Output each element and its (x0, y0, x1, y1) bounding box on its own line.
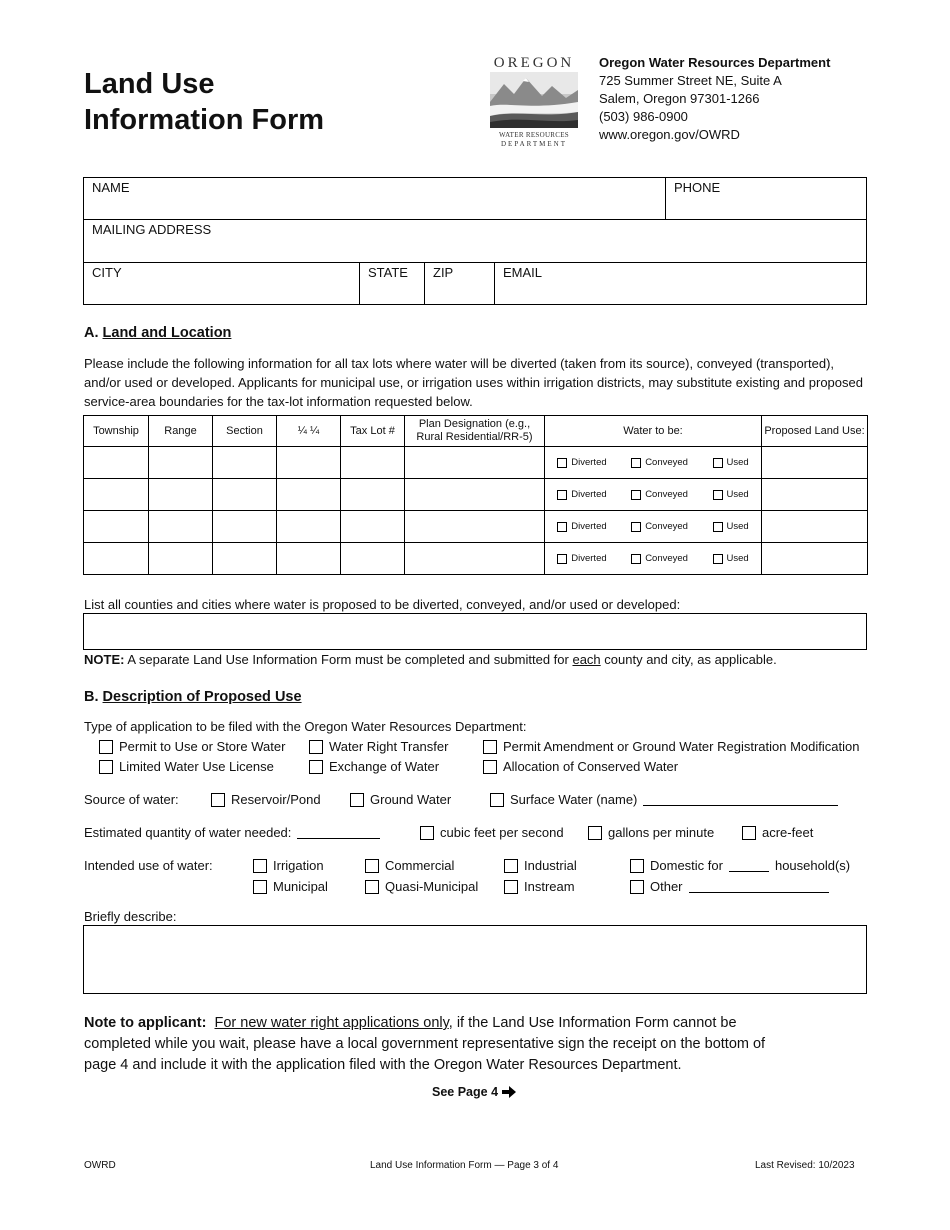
quarter-cell[interactable] (277, 479, 341, 511)
describe-input-box[interactable] (83, 925, 867, 994)
water-to-be-cell: Diverted Conveyed Used (545, 447, 762, 479)
use-municipal: Municipal (253, 879, 328, 894)
app-type-amendment: Permit Amendment or Ground Water Registration Modification (483, 739, 859, 754)
proposed-land-use-cell[interactable] (762, 479, 868, 511)
township-cell[interactable] (84, 447, 149, 479)
water-to-be-cell: Diverted Conveyed Used (545, 543, 762, 575)
domestic-checkbox[interactable] (630, 859, 644, 873)
irrigation-checkbox[interactable] (253, 859, 267, 873)
tax-lot-cell[interactable] (341, 479, 405, 511)
title-line-1: Land Use (84, 68, 215, 100)
use-other: Other (630, 879, 829, 894)
note-line-1: Note to applicant: For new water right applications only, if the Land Use Information Form cannot be (84, 1015, 737, 1031)
title-line-2: Information Form (84, 104, 325, 136)
phone-field[interactable]: PHONE (666, 178, 866, 220)
used-checkbox[interactable] (713, 554, 723, 564)
other-use-line[interactable] (689, 881, 829, 893)
township-cell[interactable] (84, 543, 149, 575)
counties-prompt: List all counties and cities where water is proposed to be diverted, conveyed, and/or used or developed: (84, 597, 681, 612)
col-proposed-land-use: Proposed Land Use: (762, 416, 868, 447)
quarter-cell[interactable] (277, 543, 341, 575)
water-to-be-cell: Diverted Conveyed Used (545, 511, 762, 543)
note-line-3: page 4 and include it with the application filed with the Oregon Water Resources Department. (84, 1057, 682, 1073)
zip-field[interactable]: ZIP (425, 263, 495, 304)
contact-info-table (83, 177, 867, 305)
agency-phone: (503) 986-0900 (599, 109, 688, 124)
see-page-link[interactable] (432, 1085, 516, 1099)
section-cell[interactable] (213, 511, 277, 543)
section-cell[interactable] (213, 447, 277, 479)
source-ground-water: Ground Water (350, 792, 451, 807)
diverted-checkbox[interactable] (557, 554, 567, 564)
app-type-transfer: Water Right Transfer (309, 739, 448, 754)
use-irrigation: Irrigation (253, 858, 324, 873)
quarter-cell[interactable] (277, 447, 341, 479)
source-label: Source of water: (84, 792, 179, 807)
logo-department-text: DEPARTMENT (501, 140, 567, 148)
gpm-checkbox[interactable] (588, 826, 602, 840)
col-tax-lot: Tax Lot # (341, 416, 405, 447)
table-row (84, 479, 868, 511)
diverted-checkbox[interactable] (557, 490, 567, 500)
describe-label: Briefly describe: (84, 909, 177, 924)
surface-water-checkbox[interactable] (490, 793, 504, 807)
plan-designation-cell[interactable] (405, 447, 545, 479)
plan-designation-cell[interactable] (405, 479, 545, 511)
used-checkbox[interactable] (713, 522, 723, 532)
reservoir-checkbox[interactable] (211, 793, 225, 807)
quarter-cell[interactable] (277, 511, 341, 543)
unit-cfs: cubic feet per second (420, 825, 564, 840)
proposed-land-use-cell[interactable] (762, 511, 868, 543)
cfs-checkbox[interactable] (420, 826, 434, 840)
app-type-permit: Permit to Use or Store Water (99, 739, 285, 754)
mountain-landscape-icon (490, 72, 578, 128)
agency-name: Oregon Water Resources Department (599, 55, 831, 70)
use-instream: Instream (504, 879, 575, 894)
instream-checkbox[interactable] (504, 880, 518, 894)
source-surface-water: Surface Water (name) (490, 792, 838, 807)
use-quasi-municipal: Quasi-Municipal (365, 879, 478, 894)
see-page-text: See Page 4 (432, 1085, 499, 1099)
section-a-heading: A. Land and Location (84, 325, 232, 341)
section-cell[interactable] (213, 543, 277, 575)
plan-designation-cell[interactable] (405, 543, 545, 575)
municipal-checkbox[interactable] (253, 880, 267, 894)
oregon-logo (488, 55, 580, 148)
proposed-land-use-cell[interactable] (762, 447, 868, 479)
used-checkbox[interactable] (713, 458, 723, 468)
proposed-land-use-cell[interactable] (762, 543, 868, 575)
logo-water-resources-text: WATER RESOURCES (498, 131, 570, 139)
agency-contact (599, 54, 830, 144)
township-cell[interactable] (84, 479, 149, 511)
section-a-intro: Please include the following information for all tax lots where water will be diverted (taken from its source), conveyed (transported), and/or used or developed. Applicants for municipal use, or irrigation uses within irrigation districts, may substitute existing and proposed service-area boundaries for the tax-lot information requested below. (84, 356, 863, 409)
transfer-checkbox[interactable] (309, 740, 323, 754)
surface-water-name-line[interactable] (643, 794, 838, 806)
used-checkbox[interactable] (713, 490, 723, 500)
water-to-be-cell: Diverted Conveyed Used (545, 479, 762, 511)
use-commercial: Commercial (365, 858, 454, 873)
township-cell[interactable] (84, 511, 149, 543)
footer-right: Last Revised: 10/2023 (755, 1160, 855, 1171)
agency-website[interactable]: www.oregon.gov/OWRD (599, 127, 740, 142)
quantity-input-line[interactable] (297, 827, 380, 839)
app-type-prompt: Type of application to be filed with the Oregon Water Resources Department: (84, 719, 527, 734)
col-water-to-be: Water to be: (545, 416, 762, 447)
households-count-line[interactable] (729, 860, 769, 872)
table-row (84, 511, 868, 543)
range-cell[interactable] (149, 479, 213, 511)
unit-acre-feet: acre-feet (742, 825, 813, 840)
range-cell[interactable] (149, 511, 213, 543)
col-section: Section (213, 416, 277, 447)
state-field[interactable]: STATE (360, 263, 425, 304)
table-header-row (84, 416, 868, 447)
note-separate-form: NOTE: A separate Land Use Information Form must be completed and submitted for each county and city, as applicable. (84, 652, 777, 667)
table-row (84, 447, 868, 479)
conveyed-checkbox[interactable] (631, 554, 641, 564)
app-type-exchange: Exchange of Water (309, 759, 439, 774)
section-cell[interactable] (213, 479, 277, 511)
limited-license-checkbox[interactable] (99, 760, 113, 774)
footer-left: OWRD (84, 1160, 116, 1171)
mailing-address-field[interactable]: MAILING ADDRESS (84, 220, 866, 263)
unit-gpm: gallons per minute (588, 825, 714, 840)
col-township: Township (84, 416, 149, 447)
source-reservoir: Reservoir/Pond (211, 792, 321, 807)
range-cell[interactable] (149, 543, 213, 575)
industrial-checkbox[interactable] (504, 859, 518, 873)
permit-checkbox[interactable] (99, 740, 113, 754)
diverted-checkbox[interactable] (557, 458, 567, 468)
page-title (84, 66, 324, 138)
app-type-conserved: Allocation of Conserved Water (483, 759, 678, 774)
city-field[interactable]: CITY (84, 263, 360, 304)
col-plan-designation: Plan Designation (e.g., Rural Residential/RR-5) (405, 416, 545, 447)
agency-address-line1: 725 Summer Street NE, Suite A (599, 73, 782, 88)
use-industrial: Industrial (504, 858, 577, 873)
diverted-checkbox[interactable] (557, 522, 567, 532)
acre-feet-checkbox[interactable] (742, 826, 756, 840)
email-field[interactable]: EMAIL (503, 265, 543, 280)
tax-lot-cell[interactable] (341, 543, 405, 575)
name-field[interactable]: NAME (84, 178, 666, 220)
note-to-applicant (84, 1013, 874, 1076)
tax-lot-table (83, 415, 868, 575)
quantity-row: Estimated quantity of water needed: (84, 825, 380, 840)
conveyed-checkbox[interactable] (631, 522, 641, 532)
col-quarter-quarter: ¼ ¼ (277, 416, 341, 447)
plan-designation-cell[interactable] (405, 511, 545, 543)
use-domestic: Domestic for household(s) (630, 858, 850, 873)
quasi-municipal-checkbox[interactable] (365, 880, 379, 894)
conserved-checkbox[interactable] (483, 760, 497, 774)
note-line-2: completed while you wait, please have a local government representative sign the receipt on the bottom of (84, 1036, 766, 1052)
counties-input-box[interactable] (83, 613, 867, 650)
conveyed-checkbox[interactable] (631, 458, 641, 468)
amendment-checkbox[interactable] (483, 740, 497, 754)
exchange-checkbox[interactable] (309, 760, 323, 774)
app-type-limited-license: Limited Water Use License (99, 759, 274, 774)
commercial-checkbox[interactable] (365, 859, 379, 873)
ground-water-checkbox[interactable] (350, 793, 364, 807)
logo-oregon-text: OREGON (493, 55, 575, 71)
other-checkbox[interactable] (630, 880, 644, 894)
range-cell[interactable] (149, 447, 213, 479)
table-row (84, 543, 868, 575)
arrow-right-icon (502, 1086, 516, 1098)
tax-lot-cell[interactable] (341, 447, 405, 479)
section-b-heading: B. Description of Proposed Use (84, 689, 302, 705)
conveyed-checkbox[interactable] (631, 490, 641, 500)
agency-address-line2: Salem, Oregon 97301-1266 (599, 91, 760, 106)
tax-lot-cell[interactable] (341, 511, 405, 543)
use-label: Intended use of water: (84, 858, 213, 873)
col-range: Range (149, 416, 213, 447)
footer-center: Land Use Information Form — Page 3 of 4 (370, 1160, 559, 1171)
